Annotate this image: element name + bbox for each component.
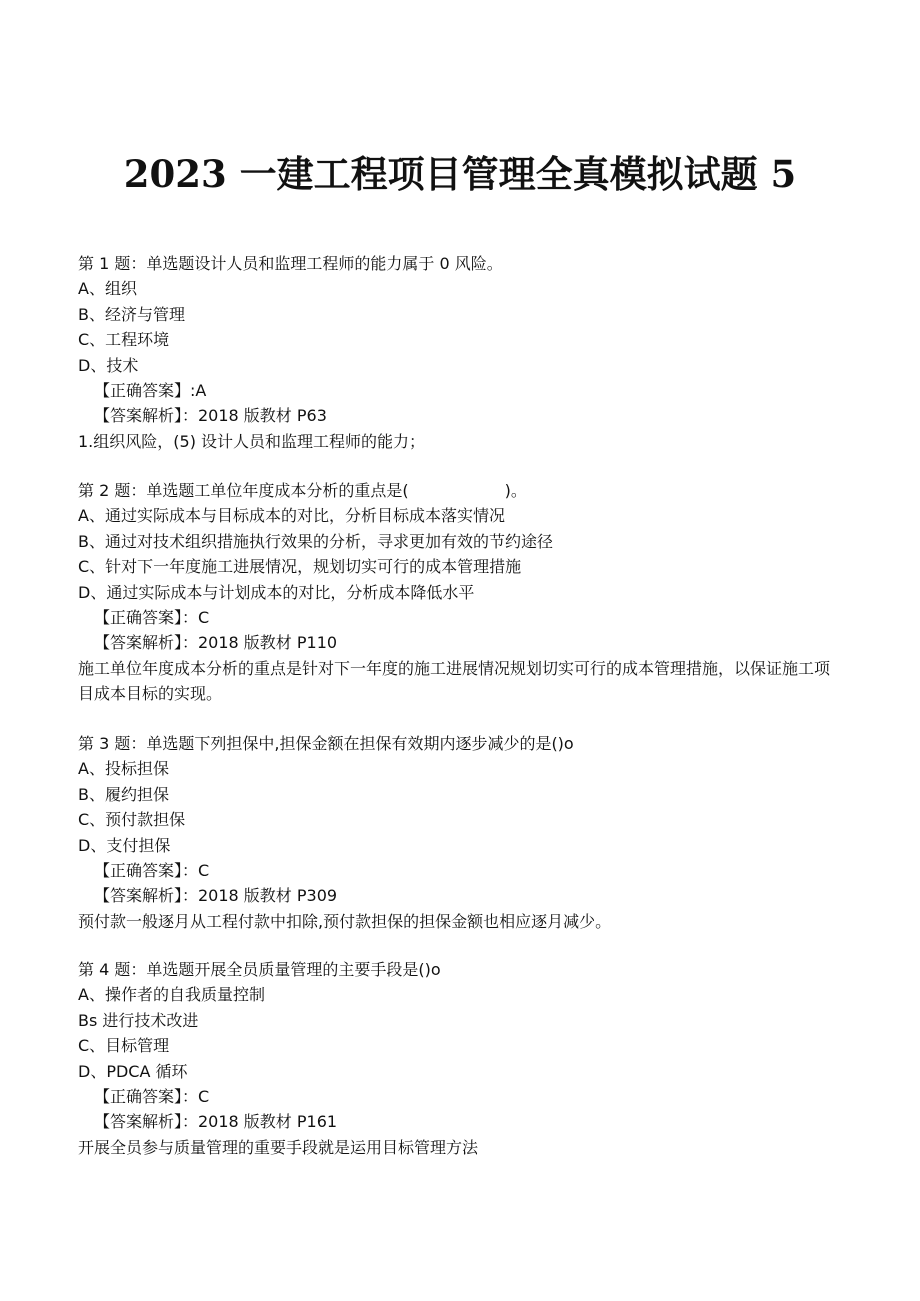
option-a: A、操作者的自我质量控制 xyxy=(78,985,265,1005)
question-stem: 第 3 题：单选题下列担保中,担保金额在担保有效期内逐步减少的是()o xyxy=(78,734,574,753)
question-2 xyxy=(78,478,848,707)
correct-answer: 【正确答案】：C xyxy=(94,1086,210,1106)
question-4 xyxy=(78,957,848,1160)
option-c: C、目标管理 xyxy=(78,1036,170,1056)
answer-explanation: 开展全员参与质量管理的重要手段就是运用目标管理方法 xyxy=(78,1137,479,1157)
option-a: A、投标担保 xyxy=(78,759,169,779)
correct-answer: 【正确答案】:A xyxy=(94,380,207,400)
option-d: D、通过实际成本与计划成本的对比，分析成本降低水平 xyxy=(78,582,475,602)
question-1 xyxy=(78,251,848,454)
option-c: C、预付款担保 xyxy=(78,810,186,830)
option-b: B、经济与管理 xyxy=(78,304,185,324)
answer-analysis-label: 【答案解析】：2018 版教材 P309 xyxy=(94,886,338,906)
question-3 xyxy=(78,731,848,934)
option-c: C、针对下一年度施工进展情况，规划切实可行的成本管理措施 xyxy=(78,557,522,577)
correct-answer: 【正确答案】：C xyxy=(94,607,210,627)
answer-explanation: 预付款一般逐月从工程付款中扣除,预付款担保的担保金额也相应逐月减少。 xyxy=(78,911,612,931)
option-d: D、支付担保 xyxy=(78,835,171,855)
answer-analysis-label: 【答案解析】：2018 版教材 P63 xyxy=(94,406,327,426)
option-d: D、技术 xyxy=(78,355,139,375)
option-b: B、履约担保 xyxy=(78,784,169,804)
answer-analysis-label: 【答案解析】：2018 版教材 P110 xyxy=(94,633,338,653)
option-d: D、PDCA 循环 xyxy=(78,1061,188,1081)
option-c: C、工程环境 xyxy=(78,330,170,350)
page-title: 2023 一建工程项目管理全真模拟试题 5 xyxy=(123,152,797,196)
answer-explanation: 施工单位年度成本分析的重点是针对下一年度的施工进展情况规划切实可行的成本管理措施，以保证施工项目成本目标的实现。 xyxy=(78,658,831,704)
option-a: A、组织 xyxy=(78,279,137,299)
question-stem: 第 2 题：单选题工单位年度成本分析的重点是( )。 xyxy=(78,481,527,500)
option-a: A、通过实际成本与目标成本的对比，分析目标成本落实情况 xyxy=(78,506,505,526)
correct-answer: 【正确答案】：C xyxy=(94,860,210,880)
answer-explanation: 1.组织风险，(5) 设计人员和监理工程师的能力； xyxy=(78,431,426,451)
option-b: Bs 进行技术改进 xyxy=(78,1010,199,1030)
question-stem: 第 4 题：单选题开展全员质量管理的主要手段是()o xyxy=(78,960,441,979)
option-b: B、通过对技术组织措施执行效果的分析，寻求更加有效的节约途径 xyxy=(78,531,553,551)
question-stem: 第 1 题：单选题设计人员和监理工程师的能力属于 0 风险。 xyxy=(78,254,503,273)
answer-analysis-label: 【答案解析】：2018 版教材 P161 xyxy=(94,1112,338,1132)
